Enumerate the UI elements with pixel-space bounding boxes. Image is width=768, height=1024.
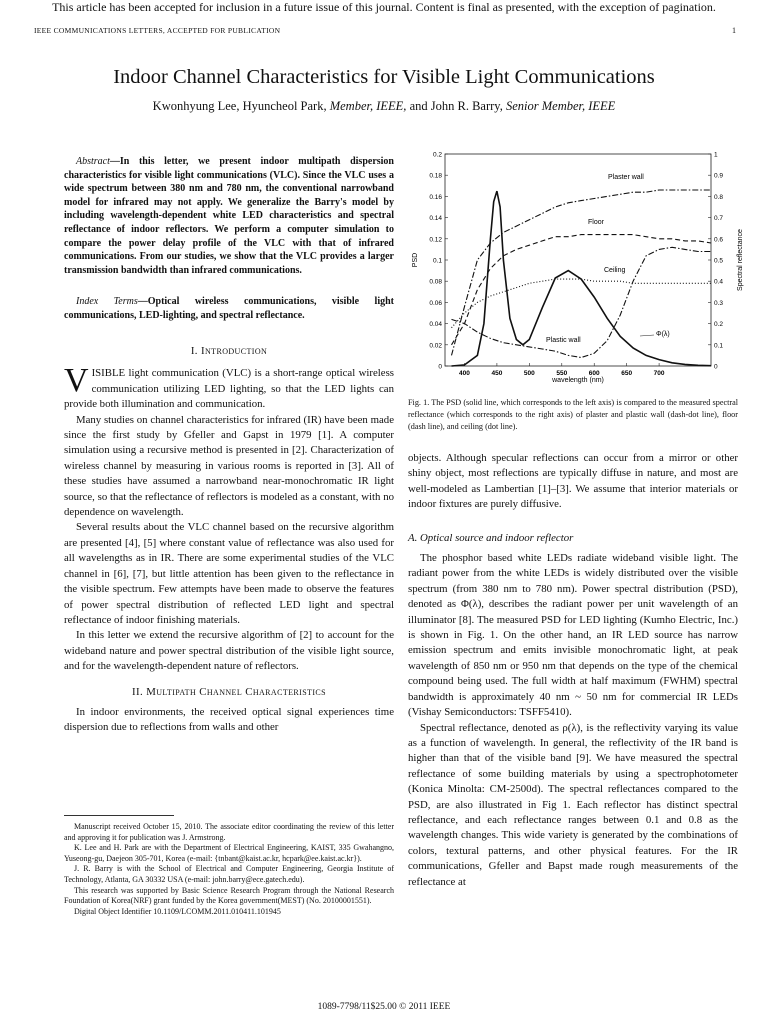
y-tick-label: 0.08: [429, 278, 442, 286]
y2-tick-label: 0.8: [714, 193, 724, 201]
index-terms-text: —Optical wireless communications, visible light communications, LED-lighting, and spectral reflectance.: [64, 296, 394, 321]
section-heading-multipath: II. Multipath Channel Characteristics: [132, 685, 326, 698]
authors-part2: and John R. Barry,: [406, 99, 506, 113]
footnote-rule: [64, 815, 174, 816]
subsection-heading-a: A. Optical source and indoor reflector: [408, 531, 574, 544]
section-heading-introduction: I. Introduction: [190, 345, 268, 357]
spectral-reflectance-paragraph: Spectral reflectance, denoted as ρ(λ), is the reflectivity varying its value as a function of wavelength. In general, the reflectivity of the IR band is higher than that of the visible band [9]. We have measured the spectral reflectance of some building materials by using a spectrophotometer (Konica Minolta: CM-2500d). The spectral reflectances compared to the PSD, are also illustrated in Fig 1. Each reflector has distinct spectral reflectance, and each reflectance ranges between 0.1 and 0.8 as the wavelength changes. This wide variety is generated by the combinations of colors, textural patterns, and other physical features. For the IR communications, Gfeller and Bapst made rough measurements of the reflectance at: [408, 721, 738, 888]
x-tick-label: 450: [491, 370, 503, 377]
y2-tick-label: 0.9: [714, 172, 724, 180]
index-terms: [64, 295, 394, 322]
label-psd: Φ(λ): [656, 331, 670, 338]
index-terms-label: Index Terms: [76, 296, 138, 307]
y-tick-label: 0: [438, 363, 442, 371]
optical-source-paragraph: The phosphor based white LEDs radiate wideband visible light. The radiant power from the white LEDs is widely distributed over the visible spectrum (from 380 nm to 780 nm). Power spectral distribution (PSD), denoted as Φ(λ), describes the radiant power per unit wavelength of an illuminator [8]. The measured PSD for LED lighting (Kumho Electric, Inc.) is shown in Fig. 1. On the other hand, an IR LED source has narrow emission spectrum and emits invisible monochromatic light, at peak wavelength of 850 nm or 950 nm that depends on the type of the chemical compound being used. The full width at half maximum (FWHM) spectral bandwidth is approximately 40 nm ~ 50 nm for commercial IR LEDs (Vishay Semiconductors: TSFF5410).: [408, 552, 738, 719]
paper-title: Indoor Channel Characteristics for Visible Light Communications: [113, 66, 655, 88]
label-floor: Floor: [588, 219, 604, 226]
x-tick-label: 600: [588, 370, 600, 377]
x-tick-label: 550: [556, 370, 568, 377]
y2-tick-label: 0.4: [714, 278, 724, 286]
intro-paragraph-1: [64, 362, 394, 412]
y-tick-label: 0.18: [429, 172, 442, 180]
y2-axis-label: Spectral reflectance: [737, 229, 744, 291]
abstract-text: —In this letter, we present indoor multipath dispersion characteristics for visible light communications (VLC). Since the VLC uses a wide spectrum between 380 nm and 780 nm, the conventional narrowband model for infrared may not apply. We generalize the Barry's model by including wavelength-dependent white LED characteristics and spectral reflectance of indoor reflectors. We perform a computer simulation to compare the power delay profile of the VLC with that of infrared communications. From our studies, we show that the VLC provides a larger transmission bandwidth than infrared communications.: [64, 156, 394, 276]
intro-paragraph-3: Several results about the VLC channel based on the recursive algorithm are presented [4], [5] where constant value of reflectance was also used for all wavelengths as in IR. There are some experimental studies of the VLC channel in [6], [7], but little attention has been given to the reflectance in the visible spectrum. Few attempts have been made to observe the features of power spectral distribution of reflected LED light and spectral reflectance of indoor finishing materials.: [64, 521, 394, 626]
y2-tick-label: 0.2: [714, 321, 724, 329]
multipath-paragraph-1: In indoor environments, the received optical signal experiences time dispersion due to reflections from walls and other: [64, 705, 394, 734]
page-number: 1: [732, 26, 736, 35]
intro-paragraph-2: Many studies on channel characteristics for infrared (IR) have been made since the first study by Gfeller and Gapst in 1979 [1]. A computer simulation using a recursive method is presented in [2]. Characterization of wireless channel by measuring in various rooms is reported in [3]. All of these studies have assumed a narrowband near-monochromatic IR light source, so that the reflectance of reflectors is modeled as a constant, with no dependence on wavelength.: [64, 413, 394, 519]
x-tick-label: 400: [459, 370, 470, 377]
authors-part1: Kwonhyung Lee, Hyuncheol Park,: [152, 99, 330, 113]
copyright-line: 1089-7798/11$25.00 © 2011 IEEE: [317, 1002, 451, 1012]
x-tick-label: 650: [621, 370, 633, 377]
footnote-kaist: K. Lee and H. Park are with the Department of Electrical Engineering, KAIST, 335 Gwahangno, Yuseong-gu, Daejeon 305-701, Korea (e-mail: {tnbant@kaist.ac.kr, hcpark@ee.kaist.ac.kr}).: [64, 843, 394, 863]
y-tick-label: 0.16: [429, 193, 442, 201]
y-tick-label: 0.04: [429, 321, 442, 329]
objects-paragraph: objects. Although specular reflections can occur from a mirror or other shiny object, most reflections are typically diffuse in nature, and most are well-modeled as Lambertian [1]–[3]. We assume that interior materials or indoor fixtures are purely diffusive.: [408, 452, 738, 511]
x-tick-label: 700: [653, 370, 665, 377]
y-axis-label: PSD: [412, 252, 419, 268]
y2-tick-label: 1: [714, 151, 718, 159]
x-axis-label: wavelength (nm): [552, 377, 604, 384]
label-ceiling: Ceiling: [604, 267, 626, 274]
acceptance-banner: This article has been accepted for inclusion in a future issue of this journal. Content is final as presented, with the exception of pagination.: [52, 0, 716, 14]
running-head: IEEE COMMUNICATIONS LETTERS, ACCEPTED FOR PUBLICATION: [34, 26, 281, 35]
y2-tick-label: 0.5: [714, 257, 724, 265]
y2-tick-label: 0.6: [714, 236, 724, 244]
y-tick-label: 0.02: [429, 342, 442, 350]
y-tick-label: 0.1: [432, 257, 442, 265]
footnote-funding: This research was supported by Basic Science Research Program through the National Research Foundation of Korea(NRF) grant funded by the Korea government(MEST) (No. 20100001551).: [64, 885, 394, 906]
y2-tick-label: 0: [714, 363, 718, 371]
label-plaster-wall: Plaster wall: [608, 174, 644, 181]
abstract: [64, 155, 394, 277]
right-body: [408, 451, 738, 890]
label-plastic-wall: Plastic wall: [546, 337, 581, 344]
y2-tick-label: 0.1: [714, 342, 724, 350]
plot-frame: [445, 154, 711, 366]
intro-p1-text: ISIBLE light communication (VLC) is a short-range optical wireless communication utilizing LED lighting, so that the LED lights can provide both illumination and communication.: [64, 367, 394, 411]
author-line: [0, 99, 768, 114]
y-tick-label: 0.14: [429, 215, 442, 223]
y2-tick-label: 0.7: [714, 215, 724, 223]
figure-caption: Fig. 1. The PSD (solid line, which corresponds to the left axis) is compared to the measured spectral reflectance (which corresponds to the right axis) of plaster and plastic wall (dash-dot line), floor (dash line), and ceiling (dot line).: [408, 398, 738, 431]
drop-cap: V: [64, 362, 89, 400]
footnotes: [64, 822, 394, 917]
footnote-doi: Digital Object Identifier 10.1109/LCOMM.2011.010411.101945: [74, 906, 281, 916]
authors-role1: Member, IEEE,: [329, 99, 407, 113]
authors-role2: Senior Member, IEEE: [505, 99, 616, 113]
y-tick-label: 0.2: [432, 151, 442, 159]
figure-1-chart: [408, 148, 748, 388]
y2-tick-label: 0.3: [714, 299, 724, 307]
x-tick-label: 500: [523, 370, 535, 377]
left-body: [64, 344, 394, 736]
footnote-manuscript: Manuscript received October 15, 2010. The associate editor coordinating the review of this letter and approving it for publication was J. Armstrong.: [64, 822, 394, 842]
y-tick-label: 0.12: [429, 236, 442, 244]
abstract-label: Abstract: [76, 156, 110, 167]
intro-paragraph-4: In this letter we extend the recursive algorithm of [2] to account for the wideband nature and power spectral distribution of the visible light source, and for the wavelength-dependent nature of reflectors.: [64, 629, 394, 673]
footnote-gatech: J. R. Barry is with the School of Electrical and Computer Engineering, Georgia Institute of Technology, Atlanta, GA 30332 USA (e-mail: john.barry@ece.gatech.edu).: [64, 864, 394, 884]
y-tick-label: 0.06: [429, 299, 442, 307]
